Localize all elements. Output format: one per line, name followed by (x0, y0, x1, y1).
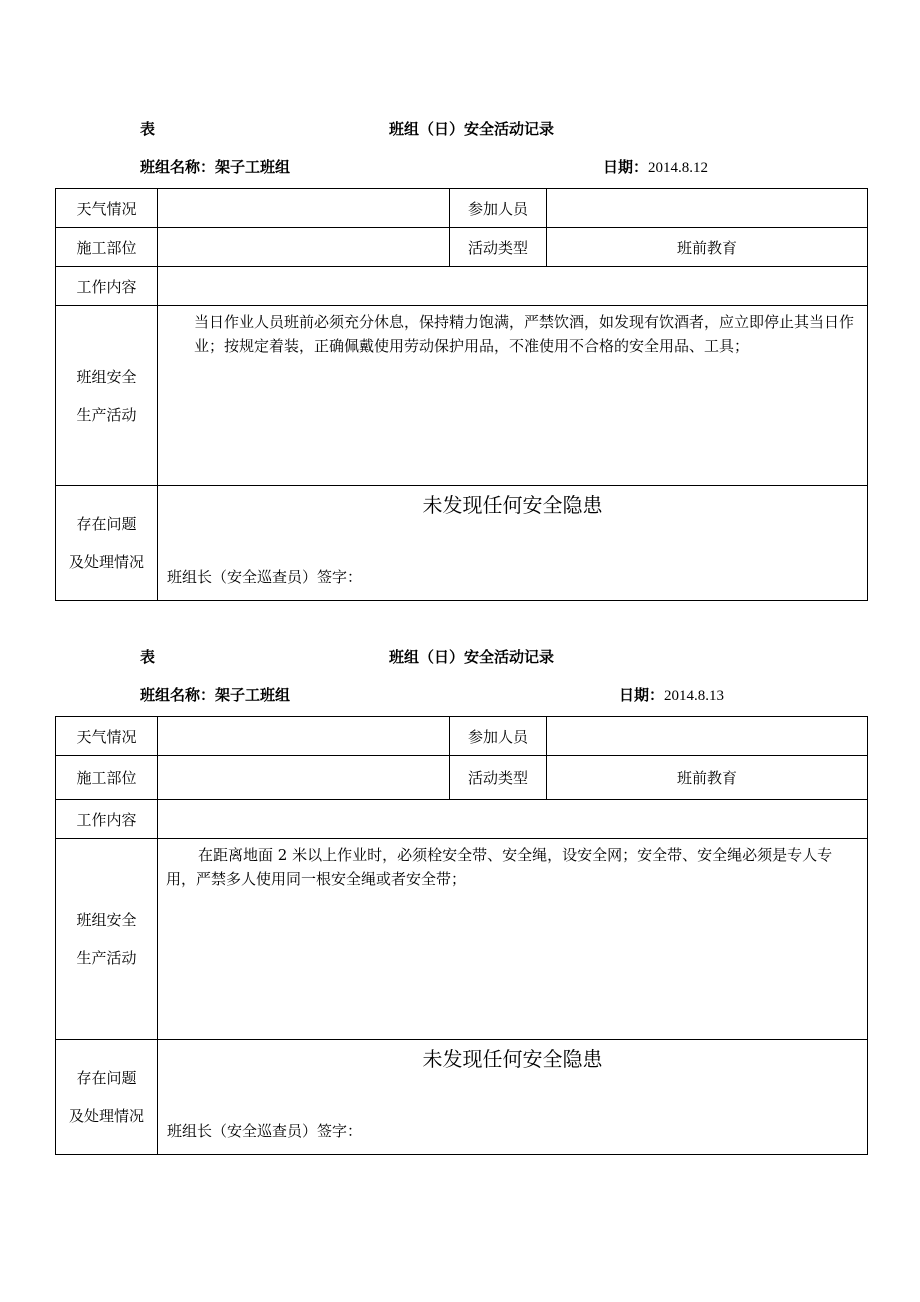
form-1-activity-type-label: 活动类型 (450, 228, 547, 267)
form-2-work-value[interactable] (158, 800, 868, 839)
form-1-team-value: 架子工班组 (215, 158, 291, 176)
form-1-site-label: 施工部位 (56, 228, 158, 267)
form-1-work-label: 工作内容 (56, 267, 158, 306)
form-1-weather-label: 天气情况 (56, 189, 158, 228)
form-2-problem-text: 未发现任何安全隐患 (422, 1047, 603, 1071)
form-2-safety-text[interactable]: 在距离地面 2 米以上作业时，必须栓安全带、安全绳，设安全网；安全带、安全绳必须是专人专用，严禁多人使用同一根安全绳或者安全带； (158, 839, 868, 1040)
form-2-problem-label (56, 1040, 158, 1155)
form-2-site-value[interactable] (158, 756, 450, 800)
form-1-safety-text[interactable]: 当日作业人员班前必须充分休息，保持精力饱满，严禁饮酒，如发现有饮酒者，应立即停止其当日作业；按规定着装，正确佩戴使用劳动保护用品，不准使用不合格的安全用品、工具； (158, 306, 868, 486)
form-2-table (55, 716, 868, 1155)
form-1-problem-cell[interactable] (158, 486, 868, 601)
form-2-participants-label: 参加人员 (450, 717, 547, 756)
form-2-work-label: 工作内容 (56, 800, 158, 839)
form-2-title-row (0, 646, 920, 668)
form-1-team (140, 156, 290, 177)
form-2-safety-label-line1: 班组安全 (76, 911, 137, 929)
form-2-safety-label-line2: 生产活动 (76, 949, 137, 967)
form-2-meta-row (0, 684, 920, 706)
form-2-table-label: 表 (140, 648, 156, 666)
form-2-team (140, 684, 290, 705)
form-1-team-label: 班组名称： (140, 158, 216, 176)
form-1-activity-type-value[interactable]: 班前教育 (547, 228, 868, 267)
form-2-weather-label: 天气情况 (56, 717, 158, 756)
form-1-participants-value[interactable] (547, 189, 868, 228)
form-1-safety-label-line1: 班组安全 (76, 367, 137, 386)
form-1-problem-label-line2: 及处理情况 (68, 553, 144, 571)
form-1-date (603, 156, 708, 177)
form-2-date (619, 684, 724, 705)
form-1-safety-label-line2: 生产活动 (76, 405, 137, 424)
form-1-work-value[interactable] (158, 267, 868, 306)
form-2-team-label: 班组名称： (140, 686, 216, 704)
form-2-activity-type-value[interactable]: 班前教育 (547, 756, 868, 800)
form-1-safety-label (56, 306, 158, 486)
form-1-sign-label: 班组长（安全巡查员）签字： (167, 568, 363, 586)
form-1-problem-label-line1: 存在问题 (76, 515, 137, 533)
form-1-problem-text: 未发现任何安全隐患 (422, 493, 603, 517)
form-2-team-value: 架子工班组 (215, 686, 291, 704)
form-1-title: 班组（日）安全活动记录 (388, 120, 554, 138)
form-2-safety-label (56, 839, 158, 1040)
form-2-problem-label-line1: 存在问题 (76, 1069, 137, 1087)
form-2-activity-type-label: 活动类型 (450, 756, 547, 800)
form-2-weather-value[interactable] (158, 717, 450, 756)
form-2-site-label: 施工部位 (56, 756, 158, 800)
form-1-site-value[interactable] (158, 228, 450, 267)
form-2-date-label: 日期： (619, 686, 665, 704)
form-2-problem-cell[interactable] (158, 1040, 868, 1155)
form-2-sign-label: 班组长（安全巡查员）签字： (167, 1122, 363, 1140)
form-2-date-value: 2014.8.13 (664, 688, 725, 704)
form-1-table-label: 表 (140, 120, 156, 138)
form-2-problem-label-line2: 及处理情况 (68, 1107, 144, 1125)
form-1-date-value: 2014.8.12 (648, 160, 709, 176)
form-1-meta-row (0, 156, 920, 178)
form-2-participants-value[interactable] (547, 717, 868, 756)
form-1-title-row (0, 118, 920, 140)
form-1-weather-value[interactable] (158, 189, 450, 228)
form-2-title: 班组（日）安全活动记录 (388, 648, 554, 666)
form-1-date-label: 日期： (603, 158, 649, 176)
form-1-problem-label (56, 486, 158, 601)
form-1-table (55, 188, 868, 601)
form-1-participants-label: 参加人员 (450, 189, 547, 228)
